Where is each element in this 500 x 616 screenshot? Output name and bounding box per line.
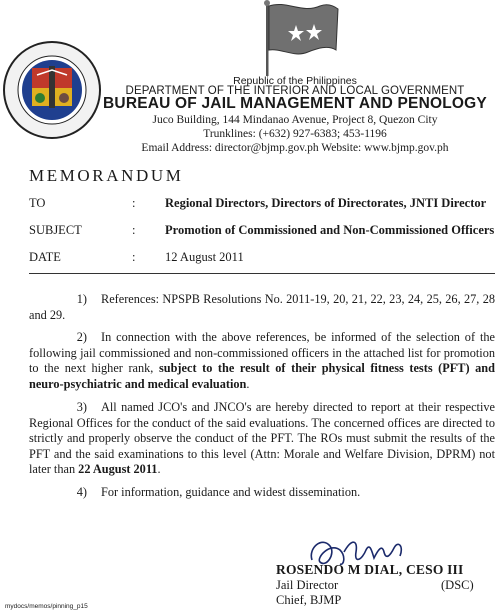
paragraph-1: [29, 292, 495, 323]
paragraph-4-text: For information, guidance and widest dissemination.: [101, 485, 361, 499]
paragraph-3-text: All named JCO's and JNCO's are hereby directed to report at their respective Regional Offices for the conduct of the said evaluations. The concerned offices are directed to strictly and properly observe the conduct of the PFT. The ROs must submit the results of the PFT and the said examinations to this level (Attn: Morale and Welfare Division, DPRM) not later than: [29, 400, 495, 476]
date-value: 12 August 2011: [165, 250, 244, 264]
date-colon: :: [132, 250, 136, 264]
subject-colon: :: [132, 223, 136, 237]
subject-value: Promotion of Commissioned and Non-Commissioned Officers: [165, 223, 495, 237]
paragraph-1-text: References: NPSPB Resolutions No. 2011-19, 20, 21, 22, 23, 24, 25, 26, 27, 28 and 29.: [29, 292, 495, 322]
paragraph-2-text: In connection with the above references, be informed of the selection of the following jail commissioned and non-commissioned officers in the attached list for promotion to the next higher rank,: [29, 330, 495, 375]
memo-title: MEMORANDUM: [29, 166, 184, 185]
subject-label: SUBJECT: [29, 223, 82, 237]
signatory-name: ROSENDO M DIAL, CESO III: [276, 562, 464, 577]
signatory-position: Chief, BJMP: [276, 593, 342, 607]
header-republic: Republic of the Philippines: [233, 75, 357, 87]
to-value: Regional Directors, Directors of Directorates, JNTI Director: [165, 196, 487, 210]
paragraph-2-end: .: [246, 376, 250, 391]
footer-file-path: mydocs/memos/pinning_p15: [5, 603, 88, 610]
header-email-website: Email Address: director@bjmp.gov.ph Website: www.bjmp.gov.ph: [141, 142, 449, 154]
paragraph-1-number: 1): [76, 292, 87, 306]
to-colon: :: [132, 196, 136, 210]
bjmp-seal-logo: [2, 40, 102, 140]
paragraph-4: [29, 485, 495, 501]
signatory-title: Jail Director: [276, 578, 339, 592]
header-bureau: BUREAU OF JAIL MANAGEMENT AND PENOLOGY: [103, 95, 487, 112]
to-label: TO: [29, 196, 46, 210]
header-divider: [29, 273, 495, 274]
general-flag-logo: [262, 0, 342, 78]
header-department: DEPARTMENT OF THE INTERIOR AND LOCAL GOVERNMENT: [125, 85, 465, 97]
header-address: Juco Building, 144 Mindanao Avenue, Project 8, Quezon City: [152, 114, 438, 126]
signatory-title-suffix: (DSC): [441, 578, 474, 592]
date-label: DATE: [29, 250, 61, 264]
paragraph-2-number: 2): [76, 330, 87, 344]
paragraph-2-bold-text: subject to the result of their physical fitness tests (PFT) and neuro-psychiatric and medical evaluation: [29, 361, 495, 391]
paragraph-3-bold-date: 22 August 2011: [78, 462, 158, 476]
paragraph-4-number: 4): [76, 485, 87, 499]
header-trunklines: Trunklines: (+632) 927-6383; 453-1196: [203, 128, 387, 140]
paragraph-2: [29, 330, 495, 392]
paragraph-3: [29, 400, 495, 478]
paragraph-3-end: .: [157, 462, 161, 476]
paragraph-3-number: 3): [76, 400, 87, 414]
